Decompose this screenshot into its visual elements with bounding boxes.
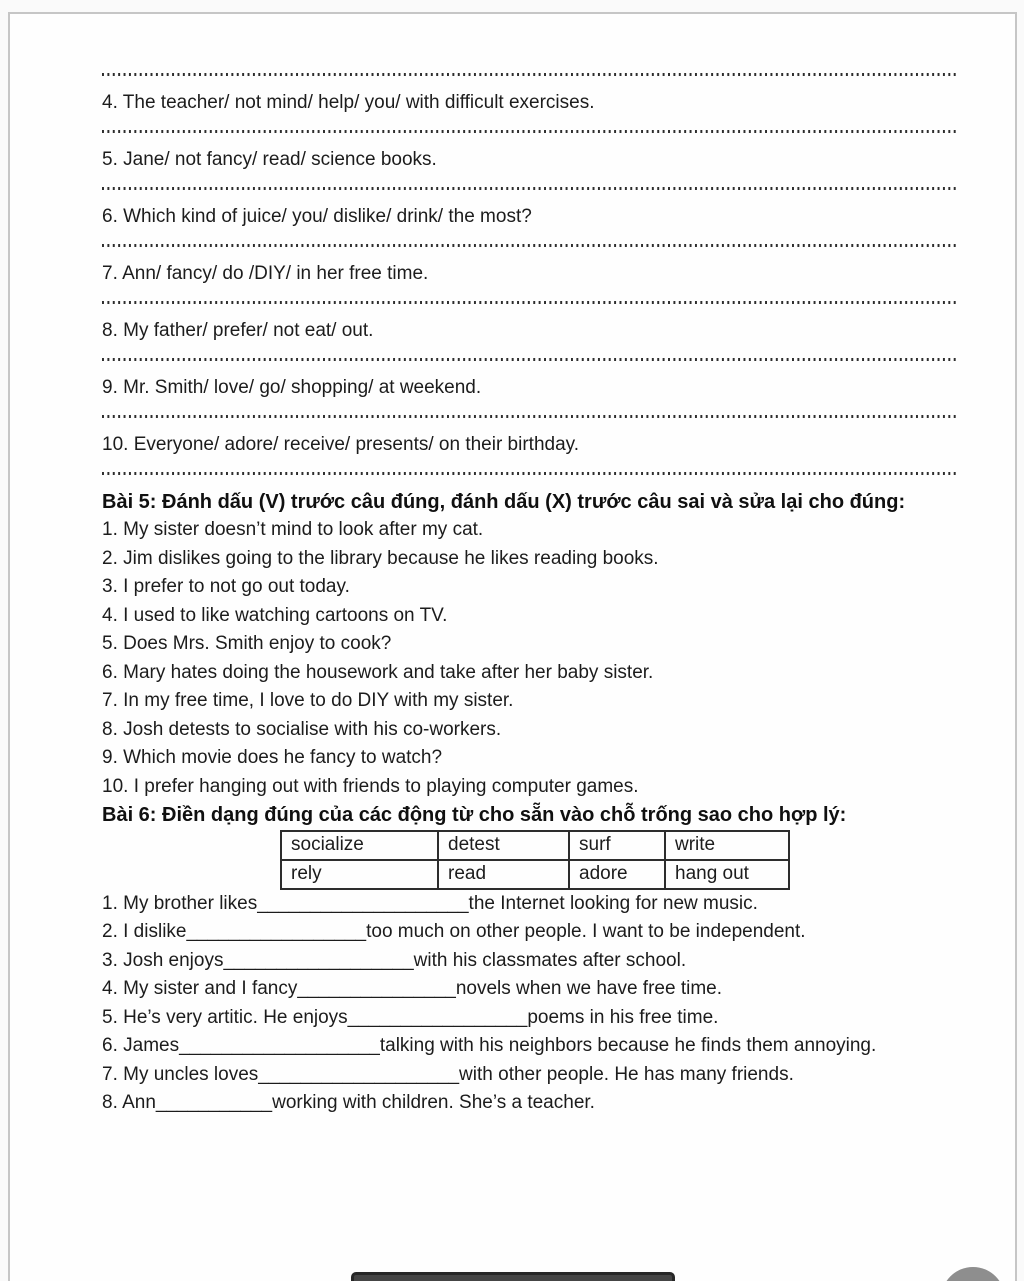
word-bank-cell: write <box>665 831 789 860</box>
bai5-item: 8. Josh detests to socialise with his co-workers. <box>102 718 502 740</box>
word-bank-cell: detest <box>438 831 569 860</box>
word-bank-cell: hang out <box>665 860 789 889</box>
word-bank-cell: adore <box>569 860 665 889</box>
drill-sentence: 8. My father/ prefer/ not eat/ out. <box>102 319 374 341</box>
word-bank-cell: socialize <box>281 831 438 860</box>
bai5-item: 7. In my free time, I love to do DIY with my sister. <box>102 690 514 711</box>
answer-dots-line <box>102 288 959 317</box>
bai5-item: 6. Mary hates doing the housework and take after her baby sister. <box>102 661 654 683</box>
word-bank-row <box>281 860 789 889</box>
drill-sentence: 10. Everyone/ adore/ receive/ presents/ on their birthday. <box>102 433 580 455</box>
word-bank-cell: surf <box>569 831 665 860</box>
bai6-item: 3. Josh enjoys__________________with his classmates after school. <box>102 949 687 971</box>
worksheet-content <box>10 14 1015 1118</box>
word-bank-table <box>280 830 790 890</box>
answer-dots-line <box>102 174 959 203</box>
drill-sentence: 9. Mr. Smith/ love/ go/ shopping/ at weekend. <box>102 376 482 398</box>
bai6-item: 1. My brother likes____________________the Internet looking for new music. <box>102 892 758 914</box>
word-bank-row <box>281 831 789 860</box>
bai6-item: 2. I dislike_________________too much on other people. I want to be independent. <box>102 921 806 942</box>
bai5-item: 4. I used to like watching cartoons on TV. <box>102 604 448 626</box>
word-bank-cell: read <box>438 860 569 889</box>
answer-dots-line <box>102 117 959 146</box>
bai6-item: 6. James___________________talking with his neighbors because he finds them annoying. <box>102 1035 877 1056</box>
drill-sentence: 6. Which kind of juice/ you/ dislike/ drink/ the most? <box>102 205 532 227</box>
bai5-item: 2. Jim dislikes going to the library because he likes reading books. <box>102 547 659 569</box>
bai5-item: 1. My sister doesn’t mind to look after my cat. <box>102 519 484 540</box>
drill-sentence: 5. Jane/ not fancy/ read/ science books. <box>102 148 437 170</box>
bottom-sheet-handle[interactable] <box>351 1272 675 1281</box>
drill-sentence: 4. The teacher/ not mind/ help/ you/ with difficult exercises. <box>102 91 595 113</box>
answer-dots-line <box>102 231 959 260</box>
bai5-item: 5. Does Mrs. Smith enjoy to cook? <box>102 633 392 654</box>
worksheet-page <box>8 12 1017 1281</box>
bai6-item: 7. My uncles loves___________________with other people. He has many friends. <box>102 1063 794 1085</box>
answer-dots-line <box>102 459 959 488</box>
word-bank-cell: rely <box>281 860 438 889</box>
bai5-heading: Bài 5: Đánh dấu (V) trước câu đúng, đánh dấu (X) trước câu sai và sửa lại cho đúng: <box>102 490 906 513</box>
bai5-item: 3. I prefer to not go out today. <box>102 576 350 597</box>
answer-dots-line <box>102 60 959 89</box>
bai6-item: 5. He’s very artitic. He enjoys_________________poems in his free time. <box>102 1006 719 1028</box>
bai6-item: 4. My sister and I fancy_______________novels when we have free time. <box>102 978 722 999</box>
drill-sentence: 7. Ann/ fancy/ do /DIY/ in her free time. <box>102 262 429 284</box>
bai6-heading: Bài 6: Điền dạng đúng của các động từ cho sẵn vào chỗ trống sao cho hợp lý: <box>102 804 847 826</box>
bai5-item: 10. I prefer hanging out with friends to playing computer games. <box>102 775 639 797</box>
bai6-item: 8. Ann___________working with children. She’s a teacher. <box>102 1092 595 1113</box>
bai5-item: 9. Which movie does he fancy to watch? <box>102 747 443 768</box>
answer-dots-line <box>102 402 959 431</box>
answer-dots-line <box>102 345 959 374</box>
